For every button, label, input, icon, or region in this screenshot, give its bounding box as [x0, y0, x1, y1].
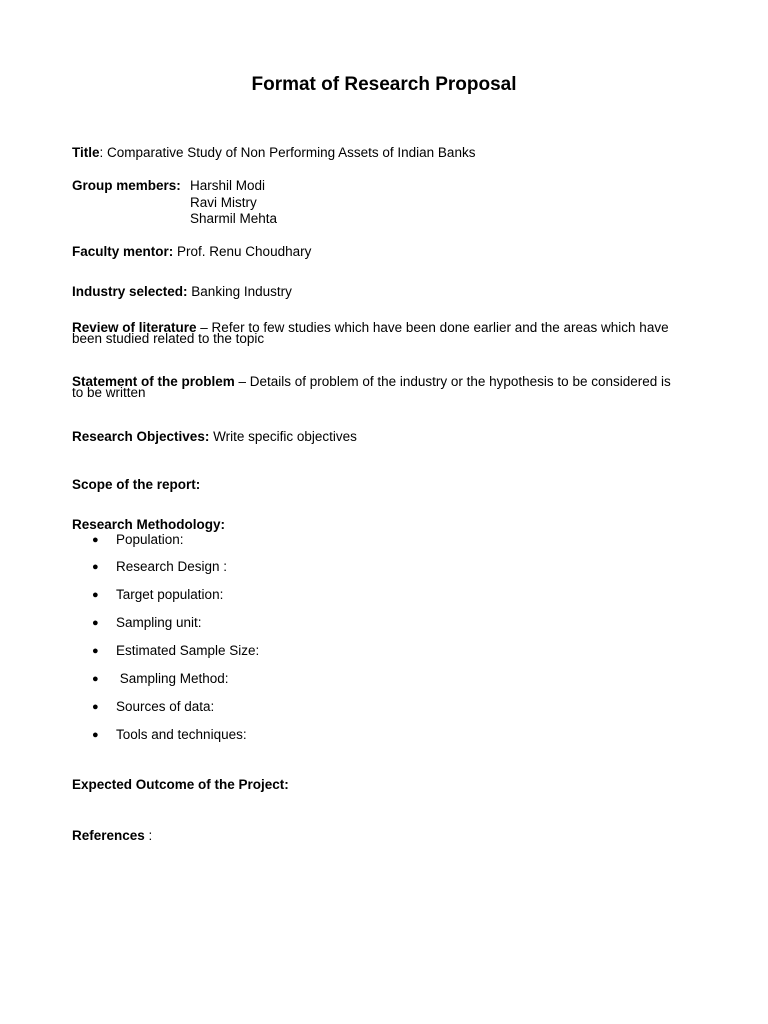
outcome-line [72, 778, 289, 792]
mentor-line [72, 245, 311, 259]
bullet-icon: ● [92, 617, 99, 629]
industry-line [72, 285, 292, 299]
group-member-1: Harshil Modi [190, 178, 266, 193]
group-member-2: Ravi Mistry [190, 195, 257, 210]
problem-line-1 [72, 375, 671, 389]
title-value: : Comparative Study of Non Performing Assets of Indian Banks [99, 145, 476, 160]
bullet-icon: ● [92, 645, 99, 657]
list-item: Sources of data: [116, 699, 215, 714]
list-item: Sampling unit: [116, 615, 202, 630]
references-label: References [72, 828, 145, 843]
review-label: Review of literature [72, 320, 197, 335]
list-item: Sampling Method: [116, 671, 229, 686]
group-member-3: Sharmil Mehta [190, 211, 278, 226]
list-item: Population: [116, 532, 184, 547]
document-heading: Format of Research Proposal [251, 74, 517, 95]
review-value-1: – Refer to few studies which have been done earlier and the areas which have [196, 320, 669, 335]
bullet-icon: ● [92, 561, 99, 573]
mentor-label: Faculty mentor: [72, 244, 174, 259]
objectives-label: Research Objectives: [72, 429, 210, 444]
list-item: Target population: [116, 587, 224, 602]
problem-value-1: – Details of problem of the industry or the hypothesis to be considered is [234, 374, 671, 389]
group-members-label [72, 179, 181, 193]
bullet-icon: ● [92, 673, 99, 685]
references-value: : [144, 828, 153, 843]
industry-label: Industry selected: [72, 284, 188, 299]
industry-value: Banking Industry [187, 284, 292, 299]
list-item: Research Design : [116, 559, 228, 574]
scope-line [72, 478, 200, 492]
mentor-value: Prof. Renu Choudhary [173, 244, 312, 259]
scope-label: Scope of the report: [72, 477, 201, 492]
list-item: Estimated Sample Size: [116, 643, 260, 658]
bullet-icon: ● [92, 534, 99, 546]
group-label: Group members: [72, 178, 181, 193]
bullet-icon: ● [92, 589, 99, 601]
bullet-icon: ● [92, 701, 99, 713]
title-label: Title [72, 145, 100, 160]
outcome-label: Expected Outcome of the Project: [72, 777, 289, 792]
problem-line-2: to be written [72, 385, 146, 400]
methodology-label: Research Methodology: [72, 517, 226, 532]
methodology-line [72, 518, 225, 532]
list-item: Tools and techniques: [116, 727, 247, 742]
objectives-line [72, 430, 357, 444]
references-line [72, 829, 152, 843]
title-line [72, 146, 475, 160]
review-line-2: been studied related to the topic [72, 331, 265, 346]
objectives-value: Write specific objectives [209, 429, 357, 444]
problem-label: Statement of the problem [72, 374, 235, 389]
bullet-icon: ● [92, 729, 99, 741]
